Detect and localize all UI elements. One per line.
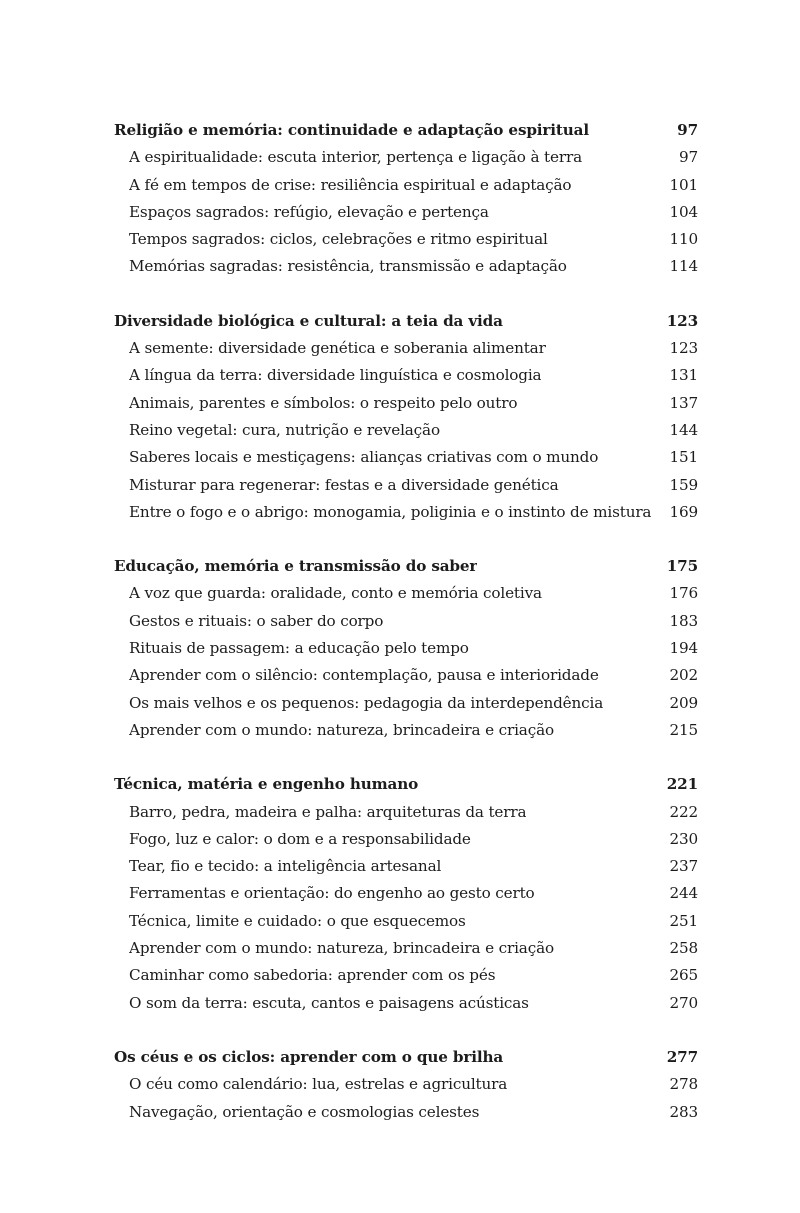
section-heading xyxy=(114,117,698,144)
entry-page-number: 194 xyxy=(669,639,698,658)
section-title: Religião e memória: continuidade e adaptação espiritual xyxy=(114,121,589,139)
entry-page-number: 278 xyxy=(669,1075,698,1094)
entry-page-number: 169 xyxy=(669,502,698,521)
section-page-number: 97 xyxy=(677,121,698,139)
toc-section xyxy=(114,117,698,281)
entry-title: A língua da terra: diversidade linguística e cosmologia xyxy=(129,366,542,385)
entry-page-number: 251 xyxy=(669,911,698,930)
entry-title: Técnica, limite e cuidado: o que esquecemos xyxy=(129,911,466,930)
entry-page-number: 110 xyxy=(669,230,698,249)
section-title: Técnica, matéria e engenho humano xyxy=(114,775,419,794)
entry-page-number: 97 xyxy=(678,148,698,167)
toc-section xyxy=(114,1044,698,1126)
toc-entry xyxy=(114,1099,698,1126)
entry-title: Animais, parentes e símbolos: o respeito pelo outro xyxy=(129,393,518,412)
section-page-number: 123 xyxy=(666,311,698,330)
toc-entry xyxy=(114,908,698,935)
entry-title: Reino vegetal: cura, nutrição e revelação xyxy=(129,420,440,439)
toc-entry xyxy=(114,499,698,526)
toc-entry xyxy=(114,390,698,417)
toc-entry xyxy=(114,853,698,880)
entry-title: Barro, pedra, madeira e palha: arquiteturas da terra xyxy=(129,802,527,821)
entry-page-number: 101 xyxy=(669,175,698,194)
entry-page-number: 265 xyxy=(669,966,698,985)
entry-page-number: 183 xyxy=(669,611,698,630)
entry-page-number: 176 xyxy=(669,584,698,603)
entry-title: Aprender com o mundo: natureza, brincadeira e criação xyxy=(129,720,554,739)
entry-title: Memórias sagradas: resistência, transmissão e adaptação xyxy=(129,257,567,276)
toc-entry xyxy=(114,1071,698,1098)
toc-entry xyxy=(114,444,698,471)
entry-page-number: 104 xyxy=(669,202,698,221)
toc-entry xyxy=(114,226,698,253)
entry-title: Navegação, orientação e cosmologias celestes xyxy=(129,1102,480,1121)
entry-title: A fé em tempos de crise: resiliência espiritual e adaptação xyxy=(129,175,572,194)
entry-title: Misturar para regenerar: festas e a diversidade genética xyxy=(129,475,559,494)
toc-entry xyxy=(114,362,698,389)
toc-entry xyxy=(114,635,698,662)
entry-title: Os mais velhos e os pequenos: pedagogia da interdependência xyxy=(129,693,604,712)
entry-title: Rituais de passagem: a educação pelo tempo xyxy=(129,639,469,658)
toc-entry xyxy=(114,826,698,853)
entry-title: Saberes locais e mestiçagens: alianças criativas com o mundo xyxy=(129,448,599,467)
section-page-number: 221 xyxy=(666,775,698,794)
toc-entry xyxy=(114,880,698,907)
toc-entry xyxy=(114,990,698,1017)
toc-entry xyxy=(114,935,698,962)
section-heading xyxy=(114,553,698,580)
section-page-number: 277 xyxy=(666,1047,698,1066)
entry-title: Gestos e rituais: o saber do corpo xyxy=(129,611,384,630)
toc-entry xyxy=(114,799,698,826)
entry-page-number: 222 xyxy=(669,802,698,821)
section-title: Os céus e os ciclos: aprender com o que brilha xyxy=(114,1047,504,1066)
section-title: Educação, memória e transmissão do saber xyxy=(114,557,478,576)
section-title: Diversidade biológica e cultural: a teia da vida xyxy=(114,311,503,330)
entry-page-number: 114 xyxy=(669,257,698,276)
toc-entry xyxy=(114,253,698,280)
entry-title: O som da terra: escuta, cantos e paisagens acústicas xyxy=(129,993,529,1012)
toc-entry xyxy=(114,199,698,226)
entry-page-number: 202 xyxy=(669,666,698,685)
entry-title: Aprender com o silêncio: contemplação, pausa e interioridade xyxy=(129,666,599,685)
entry-title: Tear, fio e tecido: a inteligência artesanal xyxy=(129,857,442,876)
section-page-number: 175 xyxy=(666,557,698,576)
entry-title: Entre o fogo e o abrigo: monogamia, poliginia e o instinto de mistura xyxy=(129,502,652,521)
table-of-contents xyxy=(114,117,698,1153)
entry-title: Fogo, luz e calor: o dom e a responsabilidade xyxy=(129,829,471,848)
toc-entry xyxy=(114,172,698,199)
entry-title: Caminhar como sabedoria: aprender com os pés xyxy=(129,966,496,985)
entry-page-number: 244 xyxy=(669,884,698,903)
entry-page-number: 151 xyxy=(669,448,698,467)
section-heading xyxy=(114,1044,698,1071)
toc-entry xyxy=(114,662,698,689)
toc-entry xyxy=(114,580,698,607)
toc-entry xyxy=(114,144,698,171)
entry-page-number: 283 xyxy=(669,1102,698,1121)
entry-page-number: 230 xyxy=(669,829,698,848)
toc-entry xyxy=(114,472,698,499)
entry-page-number: 258 xyxy=(669,939,698,958)
entry-title: Espaços sagrados: refúgio, elevação e pertença xyxy=(129,202,489,221)
section-heading xyxy=(114,771,698,798)
entry-page-number: 237 xyxy=(669,857,698,876)
entry-title: O céu como calendário: lua, estrelas e agricultura xyxy=(129,1075,508,1094)
entry-title: A espiritualidade: escuta interior, pertença e ligação à terra xyxy=(129,148,582,167)
toc-entry xyxy=(114,417,698,444)
toc-section xyxy=(114,771,698,1017)
entry-title: A semente: diversidade genética e soberania alimentar xyxy=(129,339,546,358)
toc-entry xyxy=(114,962,698,989)
entry-title: Aprender com o mundo: natureza, brincadeira e criação xyxy=(129,939,554,958)
entry-title: A voz que guarda: oralidade, conto e memória coletiva xyxy=(129,584,542,603)
toc-section xyxy=(114,308,698,526)
entry-page-number: 137 xyxy=(669,393,698,412)
toc-section xyxy=(114,553,698,744)
entry-title: Ferramentas e orientação: do engenho ao gesto certo xyxy=(129,884,535,903)
entry-page-number: 123 xyxy=(669,339,698,358)
toc-entry xyxy=(114,608,698,635)
toc-entry xyxy=(114,690,698,717)
entry-page-number: 215 xyxy=(669,720,698,739)
entry-page-number: 144 xyxy=(669,420,698,439)
entry-page-number: 159 xyxy=(669,475,698,494)
section-heading xyxy=(114,308,698,335)
entry-title: Tempos sagrados: ciclos, celebrações e ritmo espiritual xyxy=(129,230,548,249)
entry-page-number: 209 xyxy=(669,693,698,712)
entry-page-number: 270 xyxy=(669,993,698,1012)
toc-entry xyxy=(114,717,698,744)
toc-entry xyxy=(114,335,698,362)
entry-page-number: 131 xyxy=(669,366,698,385)
